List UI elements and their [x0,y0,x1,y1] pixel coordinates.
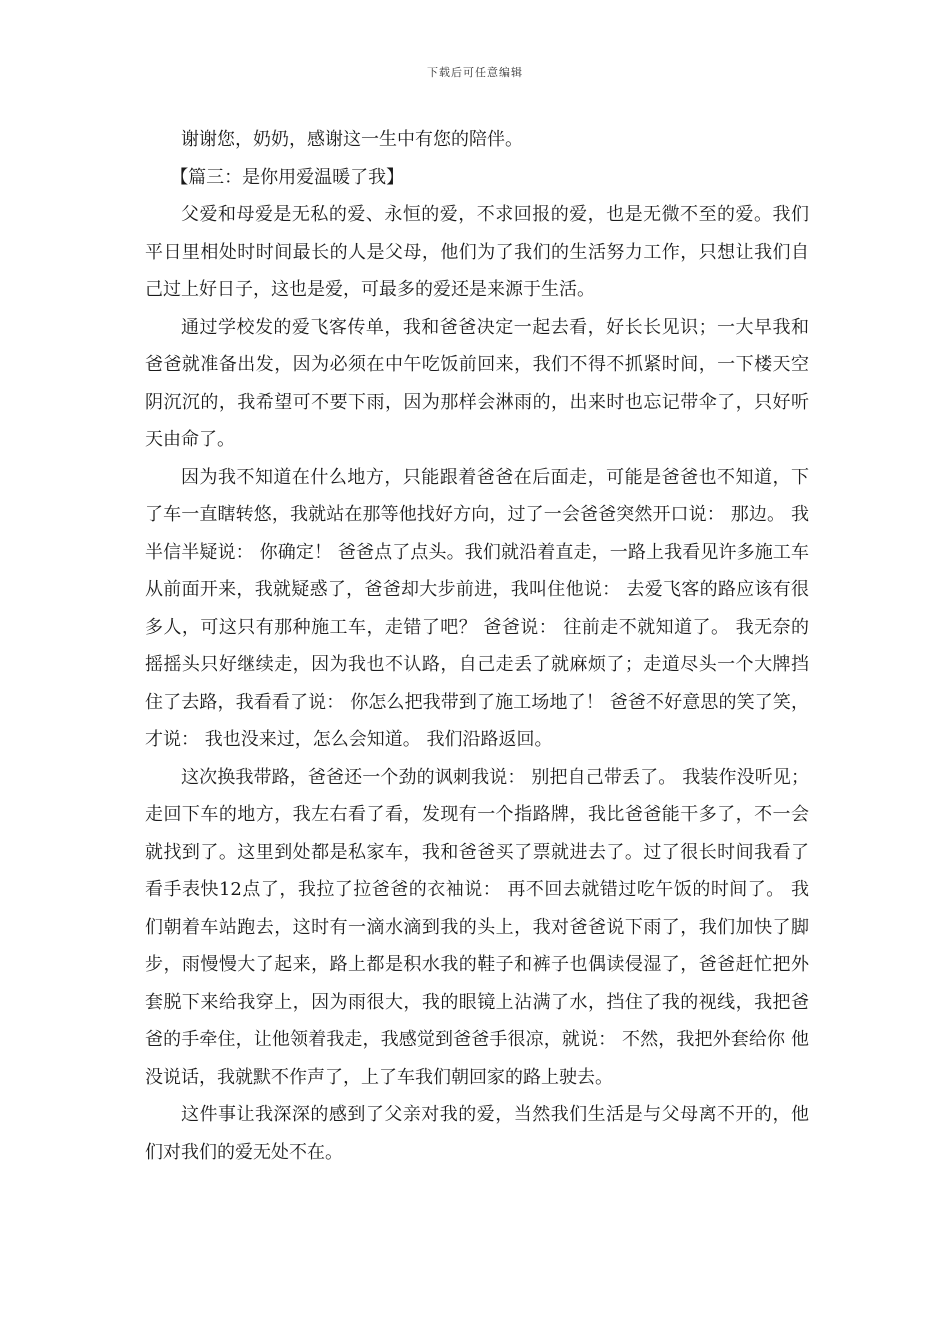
article-body [145,121,809,1171]
paragraph-5: 这件事让我深深的感到了父亲对我的爱，当然我们生活是与父母离不开的，他们对我们的爱无处不在。 [145,1104,809,1163]
paragraph-2: 通过学校发的爱飞客传单，我和爸爸决定一起去看，好长长见识；一大早我和爸爸就准备出发，因为必须在中午吃饭前回来，我们不得不抓紧时间，一下楼天空阴沉沉的，我希望可不要下雨，因为那样会淋雨的，出来时也忘记带伞了，只好听天由命了。 [145,316,809,450]
paragraph-4: 这次换我带路，爸爸还一个劲的讽刺我说： 别把自己带丢了。 我装作没听见；走回下车的地方，我左右看了看，发现有一个指路牌，我比爸爸能干多了，不一会就找到了。这里到处都是私家车，我和爸爸买了票就进去了。过了很长时间我看了看手表快12点了，我拉了拉爸爸的衣袖说： 再不回去就错过吃午饭的时间了。 我们朝着车站跑去，这时有一滴水滴到我的头上，我对爸爸说下雨了，我们加快了脚步，雨慢慢大了起来，路上都是积水我的鞋子和裤子也偶读侵湿了，爸爸赶忙把外套脱下来给我穿上，因为雨很大，我的眼镜上沾满了水，挡住了我的视线，我把爸爸的手牵住，让他领着我走，我感觉到爸爸手很凉，就说： 不然，我把外套给你 他没说话，我就默不作声了，上了车我们朝回家的路上驶去。 [145,766,809,1088]
page-header: 下载后可任意编辑 [427,66,523,79]
section-title: 【篇三：是你用爱温暖了我】 [170,166,405,188]
closing-line: 谢谢您，奶奶，感谢这一生中有您的陪伴。 [181,129,523,150]
paragraph-3: 因为我不知道在什么地方，只能跟着爸爸在后面走，可能是爸爸也不知道，下了车一直瞎转悠，我就站在那等他找好方向，过了一会爸爸突然开口说： 那边。 我半信半疑说： 你确定！ 爸爸点了点头。我们就沿着直走，一路上我看见许多施工车从前面开来，我就疑惑了，爸爸却大步前进，我叫住他说： 去爱飞客的路应该有很多人，可这只有那种施工车，走错了吧？ 爸爸说： 往前走不就知道了。 我无奈的摇摇头只好继续走，因为我也不认路，自己走丢了就麻烦了；走道尽头一个大牌挡住了去路，我看看了说： 你怎么把我带到了施工场地了！ 爸爸不好意思的笑了笑，才说： 我也没来过，怎么会知道。 我们沿路返回。 [145,466,809,750]
paragraph-1: 父爱和母爱是无私的爱、永恒的爱，不求回报的爱，也是无微不至的爱。我们平日里相处时时间最长的人是父母，他们为了我们的生活努力工作，只想让我们自己过上好日子，这也是爱，可最多的爱还是来源于生活。 [145,204,809,300]
